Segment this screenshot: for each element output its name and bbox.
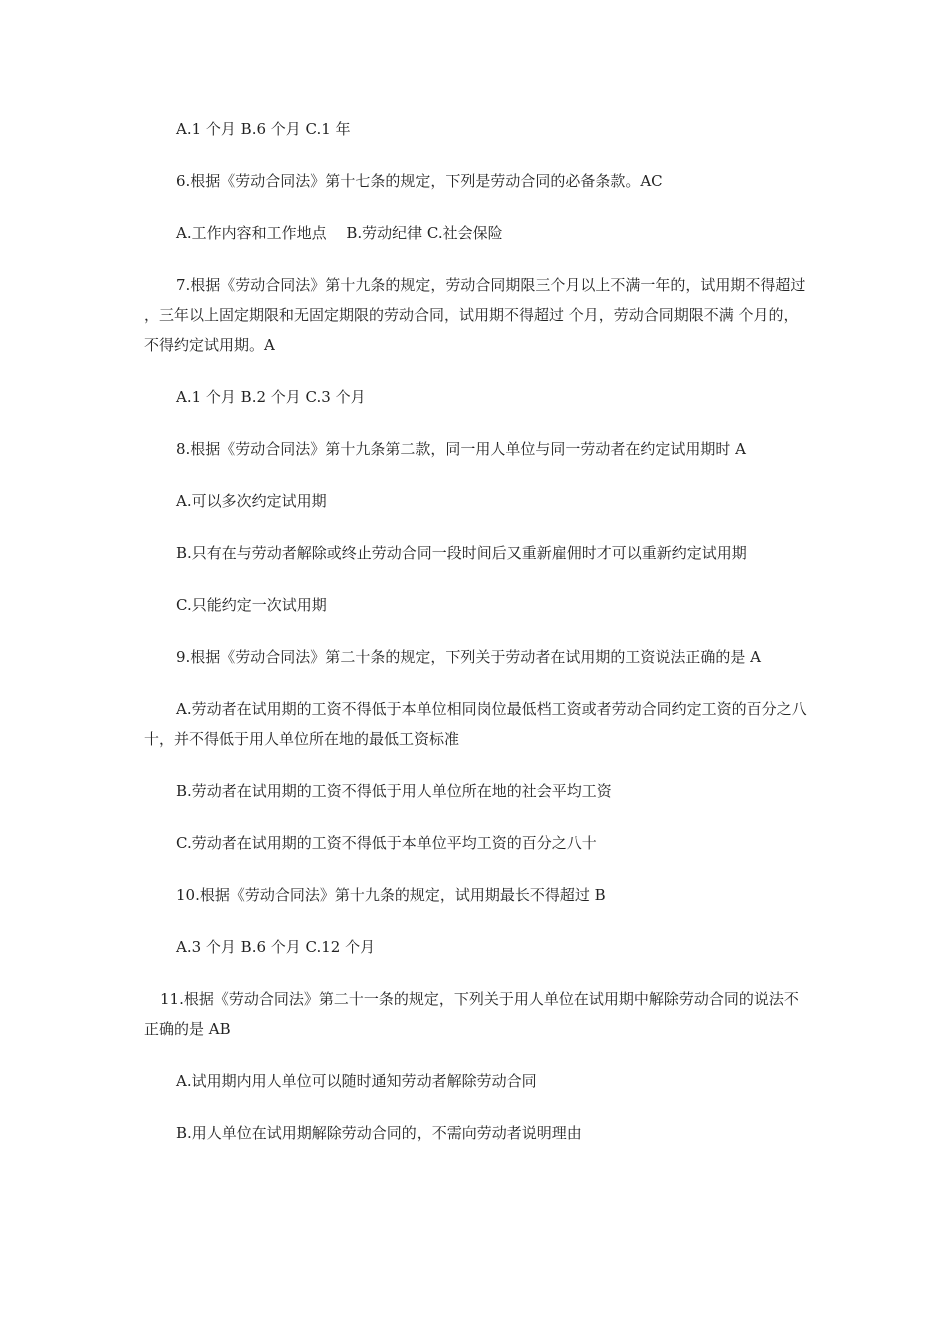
option-line: A.1 个月 B.2 个月 C.3 个月	[176, 388, 366, 406]
option-b: B.劳动者在试用期的工资不得低于用人单位所在地的社会平均工资	[176, 782, 612, 800]
option-a: A.试用期内用人单位可以随时通知劳动者解除劳动合同	[176, 1072, 537, 1090]
option-b: B.用人单位在试用期解除劳动合同的，不需向劳动者说明理由	[176, 1124, 582, 1142]
question-9: 9.根据《劳动合同法》第二十条的规定，下列关于劳动者在试用期的工资说法正确的是 A	[176, 648, 761, 666]
option-c: C.劳动者在试用期的工资不得低于本单位平均工资的百分之八十	[176, 834, 597, 852]
document-body	[144, 114, 809, 1170]
option-a: A.劳动者在试用期的工资不得低于本单位相同岗位最低档工资或者劳动合同约定工资的百分之八十，并不得低于用人单位所在地的最低工资标准	[144, 700, 807, 748]
option-line: A.1 个月 B.6 个月 C.1 年	[176, 120, 351, 138]
question-7: 7.根据《劳动合同法》第十九条的规定，劳动合同期限三个月以上不满一年的，试用期不得超过 ，三年以上固定期限和无固定期限的劳动合同，试用期不得超过 个月，劳动合同期限不满 个月的，不得约定试用期。A	[144, 276, 806, 354]
question-10: 10.根据《劳动合同法》第十九条的规定，试用期最长不得超过 B	[176, 886, 606, 904]
option-line: A.3 个月 B.6 个月 C.12 个月	[176, 938, 376, 956]
option-line: A.工作内容和工作地点 B.劳动纪律 C.社会保险	[176, 224, 503, 242]
option-b: B.只有在与劳动者解除或终止劳动合同一段时间后又重新雇佣时才可以重新约定试用期	[176, 544, 747, 562]
question-8: 8.根据《劳动合同法》第十九条第二款，同一用人单位与同一劳动者在约定试用期时 A	[176, 440, 746, 458]
option-c: C.只能约定一次试用期	[176, 596, 327, 614]
question-6: 6.根据《劳动合同法》第十七条的规定，下列是劳动合同的必备条款。AC	[176, 172, 663, 190]
question-11: 11.根据《劳动合同法》第二十一条的规定，下列关于用人单位在试用期中解除劳动合同的说法不正确的是 AB	[144, 990, 799, 1038]
option-a: A.可以多次约定试用期	[176, 492, 327, 510]
